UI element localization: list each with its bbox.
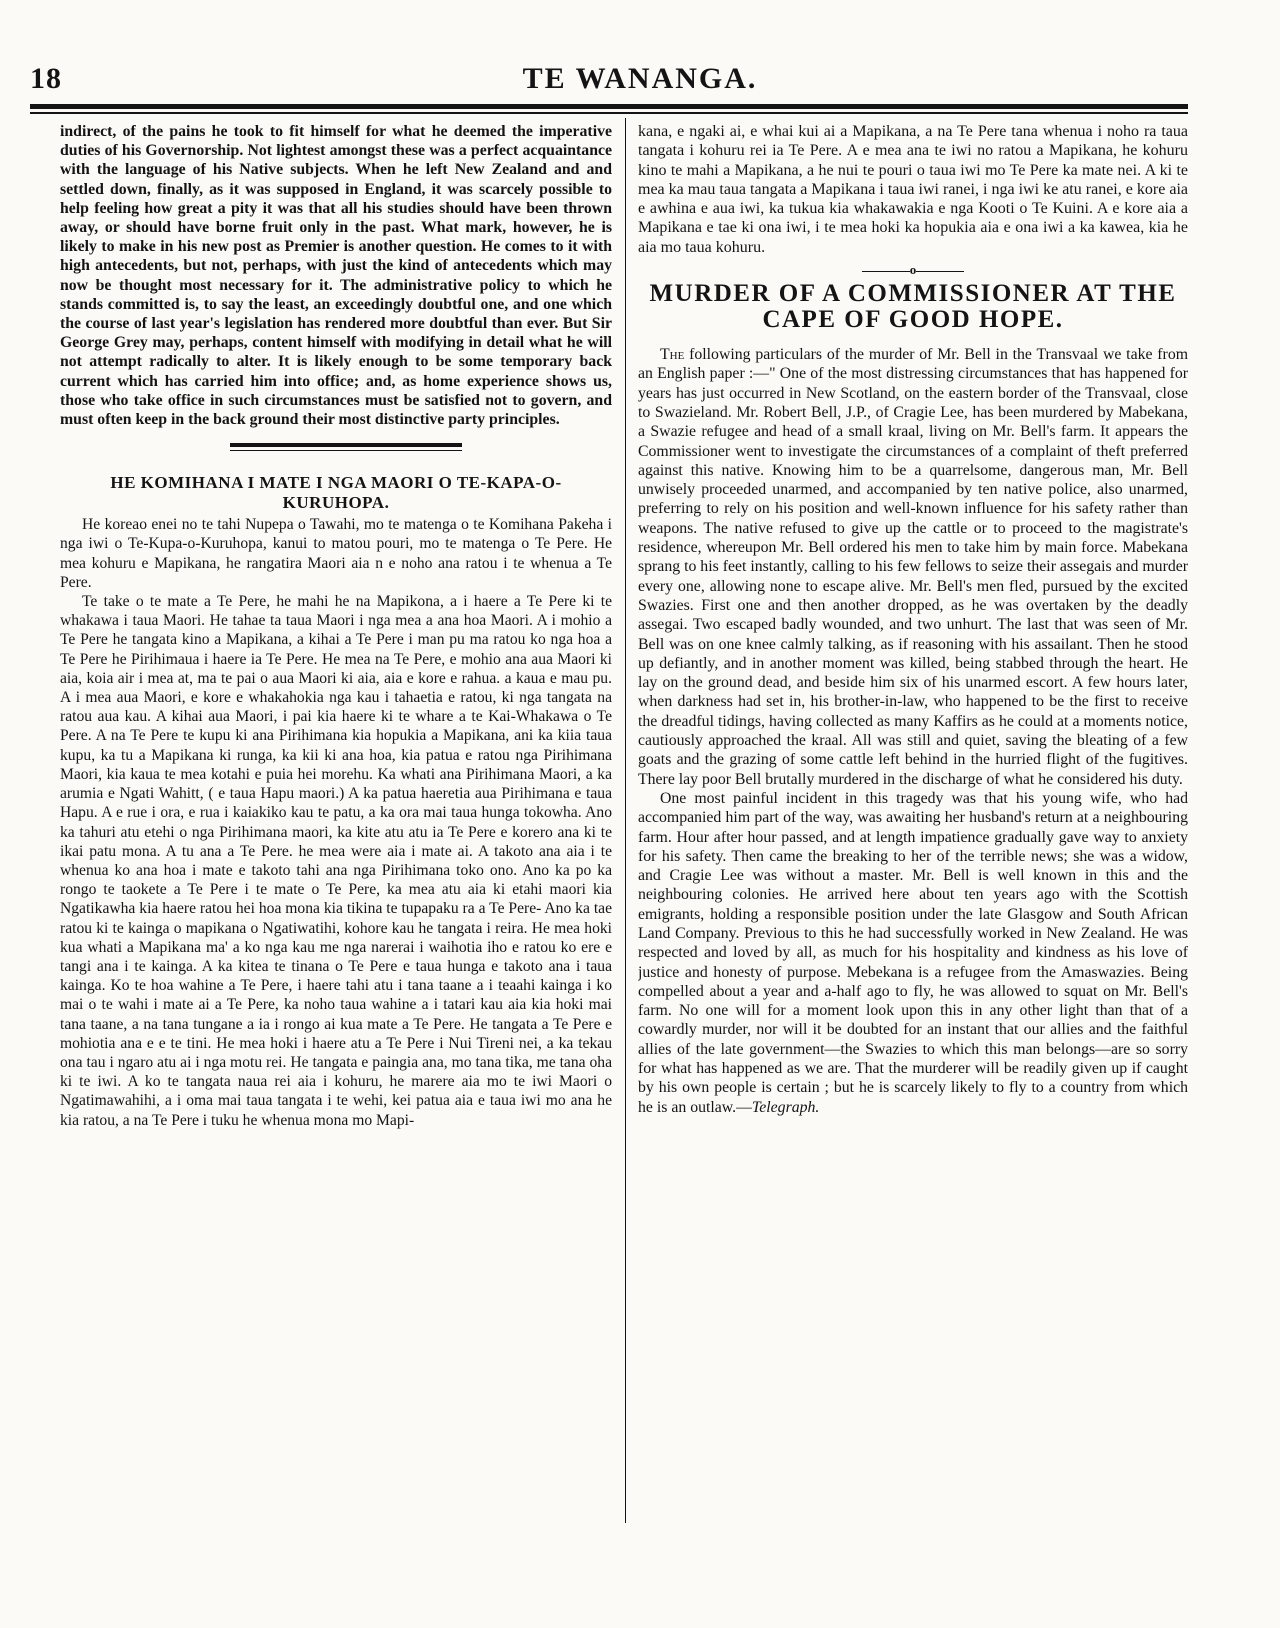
murder-paragraph-text: following particulars of the murder of Mr. Bell in the Transvaal we take from an English paper :—" One of the most distressing circumstances that has happened for years has just occurred in New Scotland, on the eastern border of the Transvaal, close to Swazieland. Mr. Robert Bell, J.P., of Cragie Lee, has been murdered by Mabekana, a Swazie refugee and head of a small kraal, living on Mr. Bell's farm. It appears the Commissioner went to investigate the circumstances of a complaint of theft preferred against this native. Knowing him to be a quarrelsome, dangerous man, Mr. Bell unwisely proceeded unarmed, and accompanied by ten native police, also unarmed, preferring to rely on his position and well-known influence for his safety rather than weapons. The native refused to give up the cattle or to proceed to the magistrate's residence, whereupon Mr. Bell ordered his men to take him by main force. Mabekana sprang to his feet instantly, calling to his few fellows to seize their assegais and murder every one, allowing none to escape alive. Mr. Bell's men fled, pursued by the excited Swazies. First one and then another dropped, as he was overtaken by the deadly assegai. Two escaped badly wounded, and two unhurt. The last that was seen of Mr. Bell was on one knee calmly talking, as if reasoning with his assailant. Then he stood up defiantly, and in another moment was killed, being stabbed through the heart. He lay on the ground dead, and beside him six of his unarmed escort. A few hours later, when darkness had set in, his brother-in-law, who happened to be the first to receive the dreadful tidings, having collected as many Kaffirs as he could at a moments notice, cautiously approached the kraal. All was still and quiet, saving the bleating of a few goats and the grazing of some cattle left behind in the hurried flight of the fugitives. There lay poor Bell brutally murdered in the discharge of what he considered his duty. xyxy=(638,346,1188,788)
murder-article-heading: MURDER OF A COMMISSIONER AT THE CAPE OF GOOD HOPE. xyxy=(649,280,1177,334)
lead-word: The xyxy=(660,346,685,364)
left-column xyxy=(60,122,612,1528)
source-credit: Telegraph. xyxy=(751,1098,820,1116)
ornament-divider xyxy=(638,263,1188,277)
header-rule-thin xyxy=(30,112,1188,114)
separator-rule xyxy=(230,443,462,447)
separator-rule-thin xyxy=(230,450,462,451)
maori-paragraph: He koreao enei no te tahi Nupepa o Tawahi, mo te matenga o te Komihana Pakeha i nga iwi o Te-Kupa-o-Kuruhopa, kanui to matou pouri, mo te matenga o Te Pere. He mea kohuru e Mapikana, he rangatira Maori aia n e noho ana ratou i te whenua a Te Pere. xyxy=(60,516,612,591)
header-rule-thick xyxy=(30,104,1188,109)
maori-article-continuation: kana, e ngaki ai, e whai kui ai a Mapikana, a na Te Pere tana whenua i noho ra taua tangata i kohuru rei ia Te Pere. A e mea ana te iwi no ratou a Mapikana, he kohuru kino te mahi a Mapikana, a he nui te pouri o taua iwi mo Te Pere ka mate nei. A ki te mea ka mau taua tangata a Mapikana i taua iwi ranei, i nga iwi ke atu ranei, e kore aia e awhina e aua iwi, ka tukua kia whakawakia e nga Kooti o Te Kuini. A e kore aia a Mapikana e tae ki ona iwi, i te mea hoki ka hopukia aia e ona iwi a ka kawea, kia he aia mo taua kohuru. xyxy=(638,123,1188,256)
newspaper-masthead: TE WANANGA. xyxy=(522,62,758,95)
column-divider xyxy=(625,118,626,1523)
page-number: 18 xyxy=(30,62,62,95)
maori-paragraph: Te take o te mate a Te Pere, he mahi he na Mapikona, a i haere a Te Pere ki te whakawa i taua Maori. He tahae ta taua Maori i nga mea a ana hoa Maori. A i mohio a Te Pere he tangata kino a Mapikana, a kihai a Te Pere i man pu ma ratou ko nga hoa a Te Pere he Pirihimaua i haere ia Te Pere. He mea na Te Pere, e mohio ana aua Maori ki aia, koia air i mea at, ma te pai o aua Maori ki aia, aia e kore e rahua. a kaua e mau pu. A i mea aua Maori, e kore e whakahokia nga kau i tahaetia e ratou, ki nga tangata na ratou aua kau. A kihai aua Maori, i pai kia haere ki te whare a te Kai-Whakawa o Te Pere. A na Te Pere te kupu ki ana Pirihimana kia hopukia a Mapikana, ani ka kiia taua kupu, ka tu a Mapikana ki runga, ka kii ki ana hoa, kia patua e ratou nga Pirihimana Maori, kia kaua te mea kotahi e puia hei morehu. Ka whati ana Pirihimana Maori, a ka arumia e Ngati Wahitt, ( e taua Hapu maori.) A ka patua haeretia aua Pirihimana e taua Hapu. A e rue i ora, e rua i kaiakiko kau te patu, a ka ora mai taua hunga tokowha. Ano ka tahuri atu etehi o nga Pirihimana maori, ka kite atu atu ia Te Pere e korero ana ki te ikai patu mona. A tu ana a Te Pere. he mea were aia i mate ai. A takoto ana aia i te whenua ko ana hoa i mate e takoto tahi ana nga Pirihimana toko ono. Ano ka po ka rongo te taokete a Te Pere i te mate o Te Pere, ka mea atu aia ki etahi maori kia Ngatikawha kia haere ratou hei hoa mona kia tikina te tupapaku ra a Te Pere- Ano ka tae ratou ki te kainga o mapikana o Ngatiwatihi, kohore kau he tangata i reira. He mea hoki kua whati a Mapikana ma' a ko nga kau me nga narerai i waihotia iho e ratou ko ere e tangi ana i te kainga. A ka kitea te tinana o Te Pere e taua hunga e takoto ana i taua kainga. Ko te hoa wahine a Te Pere, i haere tahi atu i tana taane a i teaahi kainga i ko mai o te wahi i mate ai a Te Pere, ka noho taua wahine a i tatari kau aia kia hoki mai tana taane, a na tana tungane a ia i rongo ai kua mate a Te Pere. He tangata a Te Pere e mohiotia ana e e te tini. He mea hoki i haere atu a Te Pere i Nui Tireni nei, a ka tekau ona tau i ngaro atu ai i nga motu rei. He tangata e paingia ana, mo tana tika, me tana oha ki te iwi. A ko te tangata naua rei aia i kohuru, he marere aia mo te iwi Maori o Ngatimawahihi, a i oma mai taua tangata i te wehi, kei patua aia e taua iwi mo ana he kia ratou, a na Te Pere i tuku he whenua mona mo Mapi- xyxy=(60,593,612,1129)
english-article-continuation: indirect, of the pains he took to fit himself for what he deemed the imperative duties of his Governorship. Not lightest amongst these was a perfect acquaintance with the language of his Native subjects. When he left New Zealand and and settled down, finally, as it was supposed in England, it was scarcely possible to help feeling how great a pity it was that all his studies should have been thrown away, or should have borne fruit only in the past. What mark, however, he is likely to make in his new post as Premier is another question. He comes to it with high antecedents, but not, perhaps, with just the kind of antecedents which may now be thought most necessary for it. The administrative policy to which he stands committed is, to say the least, an exceedingly doubtful one, and one which the course of last year's legislation has rendered more doubtful than ever. But Sir George Grey may, perhaps, content himself with modifying in detail what he will not attempt radically to alter. It is likely enough to be some temporary back current which has carried him into office; and, as home experience shows us, those who take office in such circumstances must be satisfied not to govern, and must often keep in the back ground their most distinctive party principles. xyxy=(60,123,612,429)
murder-paragraph-text: One most painful incident in this tragedy was that his young wife, who had accompanied him part of the way, was awaiting her husband's return at a neighbouring farm. Hour after hour passed, and at length impatience gradually gave way to anxiety for his safety. Then came the breaking to her of the terrible news; she was a widow, and Cragie Lee was without a master. Mr. Bell is well known in this and the neighbouring colonies. He arrived here about ten years ago with the Scottish emigrants, holding a responsible position under the late Glasgow and South African Land Company. Previous to this he had successfully worked in New Zealand. He was respected and loved by all, as much for his hospitality and kindness as his love of justice and honesty of purpose. Mebekana is a refugee from the Amaswazies. Being compelled about a year and a-half ago to fly, he was allowed to squat on Mr. Bell's farm. No one will for a moment look upon this in any other light than that of a cowardly murder, nor will it be doubted for an instant that our allies and the faithful allies of the late government—the Swazies to which this man belongs—are so sorry for what has happened as we are. That the murderer will be readily given up if caught by his own people is certain ; but he is scarcely likely to fly to a country from which he is an outlaw.— xyxy=(638,789,1188,1116)
ornament-mark: o xyxy=(909,262,917,278)
murder-paragraph xyxy=(638,789,1188,1117)
murder-paragraph xyxy=(638,345,1188,789)
right-column xyxy=(638,122,1188,1522)
section-separator xyxy=(60,429,612,469)
maori-article-heading: HE KOMIHANA I MATE I NGA MAORI O TE-KAPA-O-KURUHOPA. xyxy=(110,473,562,513)
